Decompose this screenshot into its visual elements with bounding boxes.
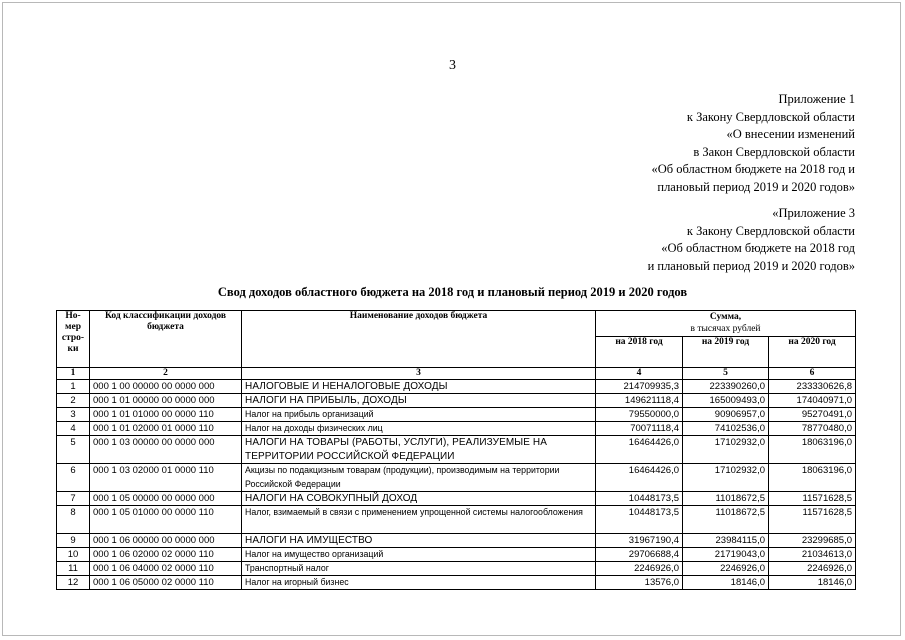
header-year-2018: на 2018 год	[596, 337, 683, 368]
revenue-name: Транспортный налог	[242, 562, 596, 576]
document-title: Свод доходов областного бюджета на 2018 год и плановый период 2019 и 2020 годов	[217, 285, 688, 299]
header-sum-line: в тысячах рублей	[690, 324, 761, 334]
amount-2018: 10448173,5	[596, 506, 683, 534]
revenue-name: НАЛОГОВЫЕ И НЕНАЛОГОВЫЕ ДОХОДЫ	[242, 380, 596, 394]
row-number: 2	[57, 394, 90, 408]
annex-1-line: в Закон Свердловской области	[693, 144, 855, 159]
header-year-2019: на 2019 год	[683, 337, 769, 368]
table-row	[57, 506, 856, 534]
classification-code: 000 1 06 00000 00 0000 000	[90, 534, 242, 548]
column-number: 5	[683, 368, 769, 380]
annex-1-line: «О внесении изменений	[726, 127, 855, 142]
column-number: 6	[769, 368, 856, 380]
amount-2019: 2246926,0	[683, 562, 769, 576]
amount-2020: 21034613,0	[769, 548, 856, 562]
amount-2019: 74102536,0	[683, 422, 769, 436]
column-number: 2	[90, 368, 242, 380]
amount-2020: 174040971,0	[769, 394, 856, 408]
annex-1-line: к Закону Свердловской области	[686, 109, 855, 124]
row-number: 12	[57, 576, 90, 590]
row-number: 3	[57, 408, 90, 422]
classification-code: 000 1 01 02000 01 0000 110	[90, 422, 242, 436]
amount-2019: 90906957,0	[683, 408, 769, 422]
amount-2018: 2246926,0	[596, 562, 683, 576]
row-number: 11	[57, 562, 90, 576]
revenue-name: Налог на имущество организаций	[242, 548, 596, 562]
revenue-name: Акцизы по подакцизным товарам (продукции), производимым на территории Российской Федерации	[242, 464, 596, 492]
revenue-name: НАЛОГИ НА ИМУЩЕСТВО	[242, 534, 596, 548]
classification-code: 000 1 06 02000 02 0000 110	[90, 548, 242, 562]
revenue-table	[56, 310, 856, 590]
header-num-line: ки	[67, 344, 79, 354]
classification-code: 000 1 03 02000 01 0000 110	[90, 464, 242, 492]
revenue-name: Налог на доходы физических лиц	[242, 422, 596, 436]
amount-2018: 79550000,0	[596, 408, 683, 422]
revenue-name: Налог на игорный бизнес	[242, 576, 596, 590]
row-number: 1	[57, 380, 90, 394]
header-sum	[596, 311, 856, 337]
amount-2019: 165009493,0	[683, 394, 769, 408]
classification-code: 000 1 01 00000 00 0000 000	[90, 394, 242, 408]
annex-1-line: «Об областном бюджете на 2018 год и	[651, 162, 855, 177]
revenue-name: НАЛОГИ НА СОВОКУПНЫЙ ДОХОД	[242, 492, 596, 506]
column-number: 3	[242, 368, 596, 380]
amount-2020: 233330626,8	[769, 380, 856, 394]
revenue-name: НАЛОГИ НА ТОВАРЫ (РАБОТЫ, УСЛУГИ), РЕАЛИЗУЕМЫЕ НА ТЕРРИТОРИИ РОССИЙСКОЙ ФЕДЕРАЦИИ	[242, 436, 596, 464]
amount-2020: 11571628,5	[769, 492, 856, 506]
amount-2019: 17102932,0	[683, 464, 769, 492]
table-row	[57, 548, 856, 562]
header-revenue-name: Наименование доходов бюджета	[242, 311, 596, 368]
row-number: 5	[57, 436, 90, 464]
amount-2020: 23299685,0	[769, 534, 856, 548]
header-year-2020: на 2020 год	[769, 337, 856, 368]
amount-2018: 214709935,3	[596, 380, 683, 394]
amount-2020: 11571628,5	[769, 506, 856, 534]
header-num-line: стро-	[61, 333, 85, 343]
table-row	[57, 576, 856, 590]
table-row	[57, 534, 856, 548]
revenue-name: Налог, взимаемый в связи с применением упрощенной системы налогообложения	[242, 506, 596, 534]
classification-code: 000 1 06 04000 02 0000 110	[90, 562, 242, 576]
amount-2018: 13576,0	[596, 576, 683, 590]
row-number: 8	[57, 506, 90, 534]
amount-2019: 21719043,0	[683, 548, 769, 562]
amount-2020: 78770480,0	[769, 422, 856, 436]
table-row	[57, 394, 856, 408]
row-number: 6	[57, 464, 90, 492]
amount-2018: 16464426,0	[596, 436, 683, 464]
column-number: 1	[57, 368, 90, 380]
classification-code: 000 1 05 00000 00 0000 000	[90, 492, 242, 506]
header-num-line: Но-	[65, 311, 81, 321]
revenue-name: НАЛОГИ НА ПРИБЫЛЬ, ДОХОДЫ	[242, 394, 596, 408]
amount-2018: 70071118,4	[596, 422, 683, 436]
table-row	[57, 464, 856, 492]
amount-2020: 95270491,0	[769, 408, 856, 422]
amount-2020: 18063196,0	[769, 436, 856, 464]
classification-code: 000 1 01 01000 00 0000 110	[90, 408, 242, 422]
page-number: 3	[449, 58, 456, 73]
row-number: 9	[57, 534, 90, 548]
classification-code: 000 1 03 00000 00 0000 000	[90, 436, 242, 464]
table-row	[57, 380, 856, 394]
amount-2019: 17102932,0	[683, 436, 769, 464]
row-number: 7	[57, 492, 90, 506]
annex-3-line: «Об областном бюджете на 2018 год	[661, 241, 855, 256]
header-sum-line: Сумма,	[709, 312, 742, 322]
amount-2019: 223390260,0	[683, 380, 769, 394]
amount-2018: 16464426,0	[596, 464, 683, 492]
amount-2018: 10448173,5	[596, 492, 683, 506]
table-row	[57, 492, 856, 506]
amount-2019: 18146,0	[683, 576, 769, 590]
amount-2019: 11018672,5	[683, 506, 769, 534]
annex-3-line: к Закону Свердловской области	[686, 223, 855, 238]
table-row	[57, 408, 856, 422]
header-code-line: Код классификации доходов	[104, 311, 227, 321]
amount-2019: 11018672,5	[683, 492, 769, 506]
amount-2020: 18063196,0	[769, 464, 856, 492]
annex-3-header	[648, 205, 855, 275]
classification-code: 000 1 00 00000 00 0000 000	[90, 380, 242, 394]
table-row	[57, 562, 856, 576]
amount-2018: 149621118,4	[596, 394, 683, 408]
amount-2020: 18146,0	[769, 576, 856, 590]
amount-2018: 29706688,4	[596, 548, 683, 562]
header-code-line: бюджета	[147, 322, 184, 332]
row-number: 10	[57, 548, 90, 562]
amount-2018: 31967190,4	[596, 534, 683, 548]
annex-3-line: «Приложение 3	[772, 206, 855, 220]
row-number: 4	[57, 422, 90, 436]
header-row-number	[57, 311, 90, 368]
classification-code: 000 1 05 01000 00 0000 110	[90, 506, 242, 534]
table-row	[57, 422, 856, 436]
table-row	[57, 436, 856, 464]
amount-2020: 2246926,0	[769, 562, 856, 576]
annex-3-line: и плановый период 2019 и 2020 годов»	[647, 258, 855, 273]
header-num-line: мер	[65, 322, 81, 332]
annex-1-line: плановый период 2019 и 2020 годов»	[657, 179, 855, 194]
classification-code: 000 1 06 05000 02 0000 110	[90, 576, 242, 590]
annex-1-header	[651, 91, 855, 197]
column-number: 4	[596, 368, 683, 380]
header-classification-code	[90, 311, 242, 368]
amount-2019: 23984115,0	[683, 534, 769, 548]
revenue-name: Налог на прибыль организаций	[242, 408, 596, 422]
annex-1-line: Приложение 1	[778, 92, 855, 106]
